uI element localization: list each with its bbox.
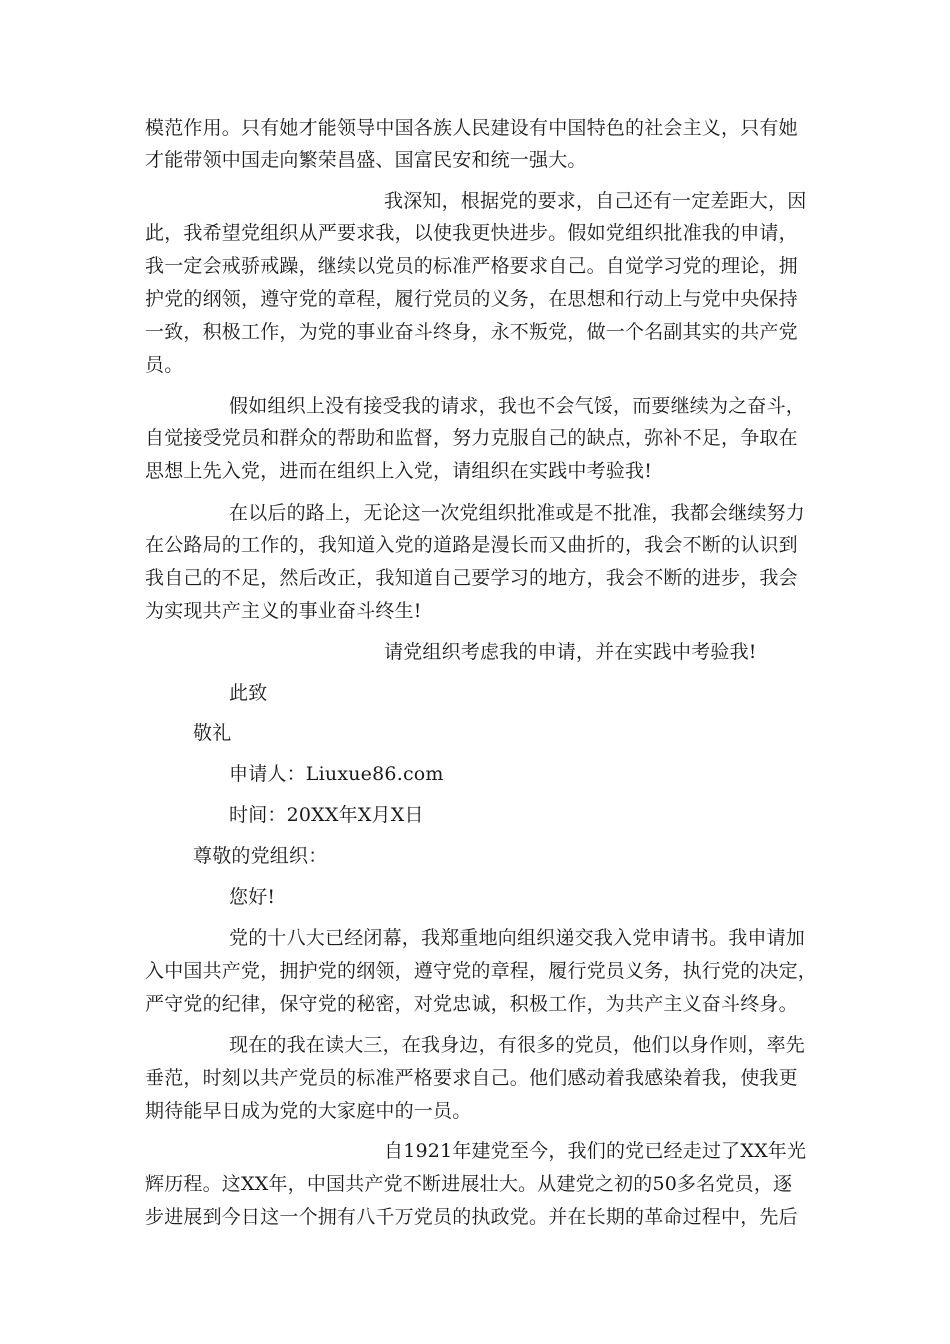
text-line: 自1921年建党至今，我们的党已经走过了XX年光 — [384, 1140, 807, 1162]
text-line: 党的十八大已经闭幕，我郑重地向组织递交我入党申请书。我申请加 — [229, 927, 806, 949]
text-line: 一致，积极工作，为党的事业奋斗终身，永不叛党，做一个名副其实的共产党 — [145, 321, 798, 343]
text-line: 模范作用。只有她才能领导中国各族人民建设有中国特色的社会主义，只有她 — [145, 117, 798, 139]
text-line: 期待能早日成为党的大家庭中的一员。 — [145, 1100, 472, 1122]
text-line: 在以后的路上，无论这一次党组织批准或是不批准，我都会继续努力 — [229, 502, 806, 524]
text-line: 在公路局的工作的，我知道入党的道路是漫长而又曲折的，我会不断的认识到 — [145, 534, 798, 556]
text-line: 护党的纲领，遵守党的章程，履行党员的义务，在思想和行动上与党中央保持 — [145, 288, 798, 310]
text-line: 此，我希望党组织从严要求我，以使我更快进步。假如党组织批准我的申请， — [145, 222, 798, 244]
text-line: 辉历程。这XX年，中国共产党不断进展壮大。从建党之初的50多名党员，逐 — [145, 1173, 793, 1195]
text-line: 假如组织上没有接受我的请求，我也不会气馁，而要继续为之奋斗， — [229, 395, 806, 417]
salutation-line: 敬礼 — [193, 722, 232, 744]
text-line: 步进展到今日这一个拥有八千万党员的执政党。并在长期的革命过程中，先后 — [145, 1206, 798, 1228]
text-line: 我自己的不足，然后改正，我知道自己要学习的地方，我会不断的进步，我会 — [145, 567, 798, 589]
text-line: 垂范，时刻以共产党员的标准严格要求自己。他们感动着我感染着我，使我更 — [145, 1067, 798, 1089]
text-line: 我一定会戒骄戒躁，继续以党员的标准严格要求自己。自觉学习党的理论，拥 — [145, 255, 798, 277]
text-line: 严守党的纪律，保守党的秘密，对党忠诚，积极工作，为共产主义奋斗终身。 — [145, 993, 798, 1015]
applicant-line: 申请人：Liuxue86.com — [229, 763, 444, 785]
text-line: 我深知，根据党的要求，自己还有一定差距大，因 — [384, 190, 807, 212]
greeting-heading: 尊敬的党组织： — [193, 845, 328, 867]
text-line: 才能带领中国走向繁荣昌盛、国富民安和统一强大。 — [145, 149, 587, 171]
closing-line: 此致 — [229, 682, 268, 704]
text-line: 思想上先入党，进而在组织上入党，请组织在实践中考验我! — [145, 460, 653, 482]
text-line: 入中国共产党，拥护党的纲领，遵守党的章程，履行党员义务，执行党的决定， — [145, 960, 818, 982]
text-line: 请党组织考虑我的申请，并在实践中考验我! — [384, 641, 757, 663]
greeting-line: 您好! — [229, 886, 276, 908]
date-line: 时间：20XX年X月X日 — [229, 804, 424, 826]
text-line: 员。 — [145, 354, 184, 376]
text-line: 为实现共产主义的事业奋斗终生! — [145, 600, 422, 622]
text-line: 自觉接受党员和群众的帮助和监督，努力克服自己的缺点，弥补不足，争取在 — [145, 427, 798, 449]
text-line: 现在的我在读大三，在我身边，有很多的党员，他们以身作则，率先 — [229, 1034, 806, 1056]
